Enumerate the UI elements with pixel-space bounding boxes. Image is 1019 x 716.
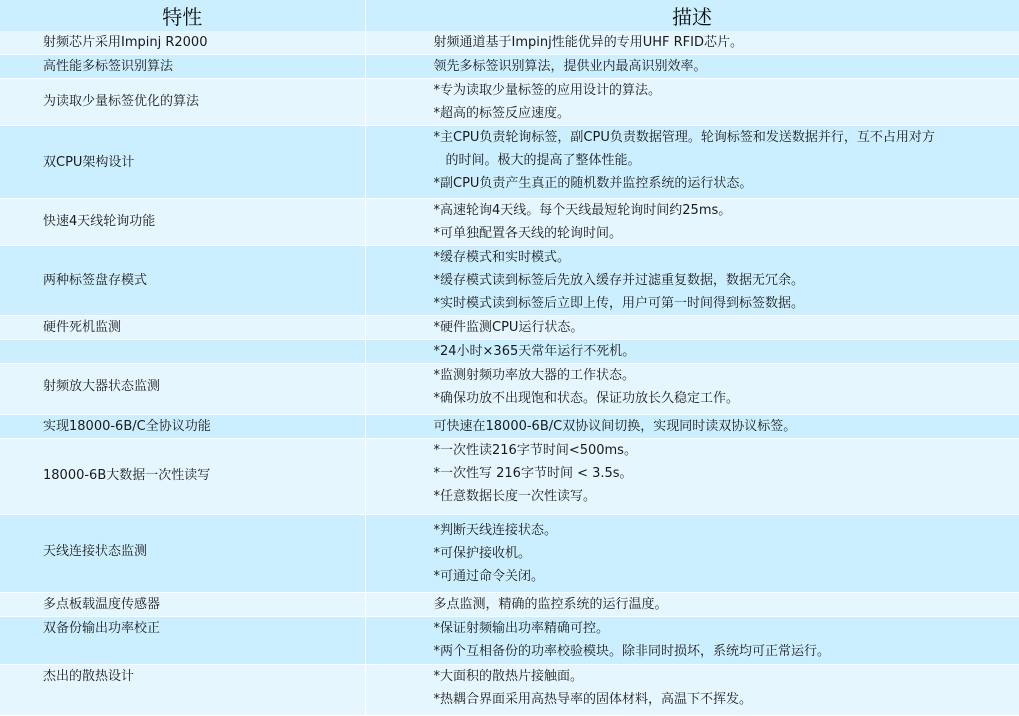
table-row	[0, 79, 1019, 126]
description-line: 可快速在18000-6B/C双协议间切换，实现同时读双协议标签。	[433, 419, 797, 434]
feature-text: 两种标签盘存模式	[43, 273, 148, 288]
description-cell	[365, 617, 1019, 665]
table-row	[0, 617, 1019, 665]
table-row	[0, 246, 1019, 316]
description-line: 的时间。极大的提高了整体性能。	[445, 153, 641, 168]
feature-cell	[0, 617, 365, 665]
description-line: *判断天线连接状态。	[433, 523, 558, 538]
description-line: *缓存模式读到标签后先放入缓存并过滤重复数据，数据无冗余。	[433, 273, 805, 288]
feature-text: 射频放大器状态监测	[43, 379, 161, 394]
description-line: *监测射频功率放大器的工作状态。	[433, 368, 636, 383]
table-row	[0, 364, 1019, 415]
description-line: 领先多标签识别算法，提供业内最高识别效率。	[433, 59, 707, 74]
feature-cell	[0, 199, 365, 246]
description-line: *一次性写 216字节时间 < 3.5s。	[433, 466, 633, 481]
description-line: *高速轮询4天线。每个天线最短轮询时间约25ms。	[433, 203, 732, 218]
feature-cell	[0, 665, 365, 716]
feature-text: 射频芯片采用Impinj R2000	[43, 35, 208, 50]
feature-text: 双备份输出功率校正	[43, 621, 161, 636]
description-cell	[365, 31, 1019, 55]
description-line: *实时模式读到标签后立即上传，用户可第一时间得到标签数据。	[433, 296, 805, 311]
table-row	[0, 593, 1019, 617]
description-cell	[365, 340, 1019, 364]
description-cell	[365, 199, 1019, 246]
description-line: *专为读取少量标签的应用设计的算法。	[433, 83, 662, 98]
description-cell	[365, 415, 1019, 439]
feature-text: 为读取少量标签优化的算法	[43, 94, 200, 109]
feature-cell	[0, 364, 365, 415]
feature-text	[43, 340, 365, 363]
description-cell	[365, 364, 1019, 415]
table-header-row	[0, 0, 1019, 31]
table-row	[0, 665, 1019, 716]
feature-cell	[0, 55, 365, 79]
header-feature: 特性	[0, 0, 365, 31]
description-cell	[365, 126, 1019, 199]
description-line: *主CPU负责轮询标签，副CPU负责数据管理。轮询标签和发送数据并行，互不占用对方	[433, 130, 935, 145]
feature-text: 双CPU架构设计	[43, 155, 135, 170]
description-cell	[365, 439, 1019, 515]
feature-text: 实现18000-6B/C全协议功能	[43, 419, 211, 434]
description-line: *确保功放不出现饱和状态。保证功放长久稳定工作。	[433, 391, 740, 406]
feature-text: 天线连接状态监测	[43, 544, 148, 559]
description-line: *缓存模式和实时模式。	[433, 250, 571, 265]
description-cell	[365, 515, 1019, 593]
feature-cell	[0, 515, 365, 593]
feature-cell	[0, 340, 365, 364]
feature-text: 高性能多标签识别算法	[43, 59, 174, 74]
feature-text: 快速4天线轮询功能	[43, 214, 156, 229]
table-row	[0, 340, 1019, 364]
feature-cell	[0, 439, 365, 515]
description-line: *超高的标签反应速度。	[433, 106, 571, 121]
feature-cell	[0, 126, 365, 199]
description-cell	[365, 593, 1019, 617]
table-row	[0, 439, 1019, 515]
description-line: *硬件监测CPU运行状态。	[433, 320, 584, 335]
description-cell	[365, 665, 1019, 716]
description-cell	[365, 55, 1019, 79]
table-row	[0, 126, 1019, 199]
table-row	[0, 515, 1019, 593]
feature-text: 杰出的散热设计	[43, 669, 135, 684]
table-row	[0, 199, 1019, 246]
description-cell	[365, 316, 1019, 340]
description-line: *24小时×365天常年运行不死机。	[433, 344, 636, 359]
description-line: 多点监测，精确的监控系统的运行温度。	[433, 597, 668, 612]
description-cell	[365, 246, 1019, 316]
description-line: *一次性读216字节时间<500ms。	[433, 443, 637, 458]
table-row	[0, 415, 1019, 439]
description-cell	[365, 79, 1019, 126]
description-line: *副CPU负责产生真正的随机数并监控系统的运行状态。	[433, 176, 753, 191]
description-line: *任意数据长度一次性读写。	[433, 489, 597, 504]
feature-text: 多点板载温度传感器	[43, 597, 161, 612]
table-row	[0, 316, 1019, 340]
description-line: *两个互相备份的功率校验模块。除非同时损坏，系统均可正常运行。	[433, 644, 831, 659]
feature-cell	[0, 31, 365, 55]
description-line: 射频通道基于Impinj性能优异的专用UHF RFID芯片。	[433, 35, 743, 50]
feature-cell	[0, 316, 365, 340]
feature-text: 硬件死机监测	[43, 320, 122, 335]
table-row	[0, 31, 1019, 55]
feature-cell	[0, 79, 365, 126]
header-description: 描述	[365, 0, 1019, 31]
description-line: *可通过命令关闭。	[433, 569, 545, 584]
feature-text: 18000-6B大数据一次性读写	[43, 468, 211, 483]
description-line: *大面积的散热片接触面。	[433, 669, 584, 684]
description-line: *可单独配置各天线的轮询时间。	[433, 226, 623, 241]
description-line: *可保护接收机。	[433, 546, 532, 561]
feature-cell	[0, 415, 365, 439]
description-line: *热耦合界面采用高热导率的固体材料，高温下不挥发。	[433, 692, 753, 707]
feature-cell	[0, 593, 365, 617]
description-line: *保证射频输出功率精确可控。	[433, 621, 610, 636]
feature-cell	[0, 246, 365, 316]
table-row	[0, 55, 1019, 79]
